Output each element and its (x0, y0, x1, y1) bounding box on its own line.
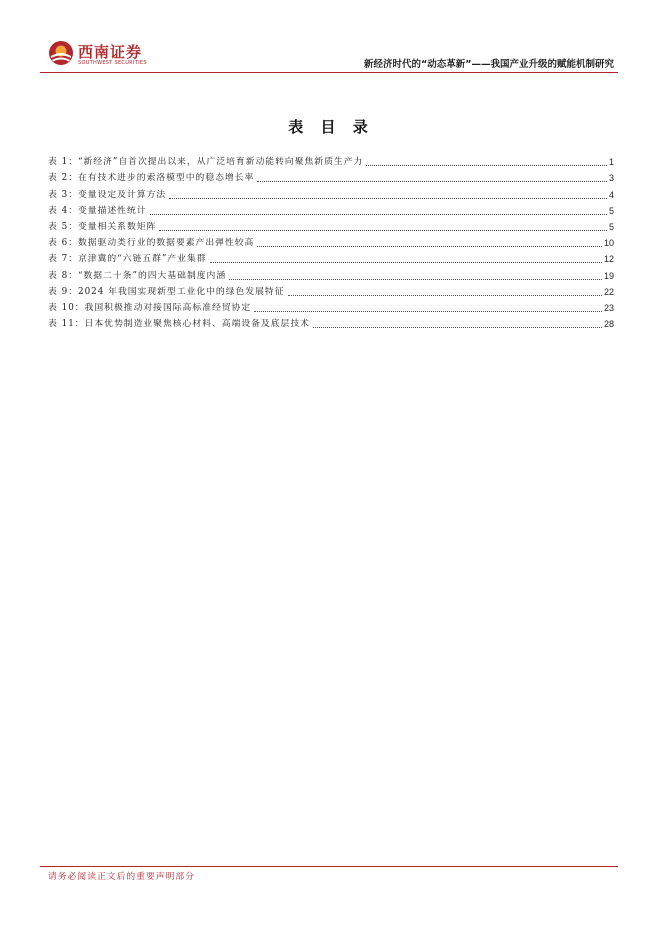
toc-entry-label: 表 9：2024 年我国实现新型工业化中的绿色发展特征 (48, 286, 285, 297)
toc-entry-label: 表 2：在有技术进步的索洛模型中的稳态增长率 (48, 173, 255, 184)
toc-entry-page: 4 (608, 189, 614, 200)
toc-entry-page: 23 (603, 302, 614, 313)
report-title: 新经济时代的“动态革新”——我国产业升级的赋能机制研究 (364, 59, 614, 70)
toc-entry[interactable] (48, 300, 614, 316)
toc-entry-page: 5 (608, 205, 614, 216)
toc-entry-label: 表 8：“数据二十条”的四大基础制度内涵 (48, 270, 227, 281)
toc-entry-label: 表 10：我国积极推动对接国际高标准经贸协定 (48, 302, 252, 313)
toc-leader-dots (229, 278, 602, 280)
toc-entry-page: 12 (603, 254, 614, 265)
toc-entry[interactable] (48, 154, 614, 170)
logo-sun-icon (48, 40, 74, 66)
footer-divider (40, 866, 618, 867)
toc-entry[interactable] (48, 235, 614, 251)
toc-entry-label: 表 1：“新经济”自首次提出以来，从广泛培育新动能转向聚焦新质生产力 (48, 157, 364, 168)
toc-entry-page: 22 (603, 286, 614, 297)
toc-entry[interactable] (48, 203, 614, 219)
toc-leader-dots (313, 326, 602, 328)
toc-leader-dots (169, 197, 607, 199)
toc-entry[interactable] (48, 219, 614, 235)
toc-entry-label: 表 3：变量设定及计算方法 (48, 189, 167, 200)
toc-leader-dots (159, 229, 607, 231)
toc-entry[interactable] (48, 284, 614, 300)
toc-leader-dots (254, 310, 602, 312)
toc-entry[interactable] (48, 316, 614, 332)
toc-leader-dots (257, 180, 607, 182)
toc-leader-dots (150, 213, 607, 215)
page-header (40, 34, 618, 74)
toc-entry-page: 19 (603, 270, 614, 281)
toc-entry[interactable] (48, 170, 614, 186)
toc-entry-page: 28 (603, 319, 614, 330)
toc-entry-page: 3 (608, 173, 614, 184)
toc-leader-dots (210, 261, 602, 263)
toc-entry[interactable] (48, 251, 614, 267)
logo-text: 西南证券 (78, 43, 143, 61)
header-divider (40, 72, 618, 73)
toc-entry-page: 5 (608, 221, 614, 232)
toc-entry[interactable] (48, 186, 614, 202)
table-of-tables (48, 154, 614, 332)
company-logo (48, 40, 178, 72)
toc-leader-dots (288, 294, 602, 296)
toc-entry-label: 表 7：京津冀的“六链五群”产业集群 (48, 254, 207, 265)
toc-heading: 表 目 录 (288, 118, 374, 136)
footer-disclaimer: 请务必阅读正文后的重要声明部分 (48, 872, 195, 882)
toc-entry-label: 表 11：日本优势制造业聚焦核心材料、高端设备及底层技术 (48, 319, 310, 330)
toc-entry-label: 表 4：变量描述性统计 (48, 205, 147, 216)
toc-entry[interactable] (48, 267, 614, 283)
toc-leader-dots (366, 164, 607, 166)
toc-leader-dots (257, 245, 602, 247)
toc-entry-label: 表 6：数据驱动类行业的数据要素产出弹性较高 (48, 238, 255, 249)
toc-entry-page: 1 (608, 157, 614, 168)
logo-subtext: SOUTHWEST SECURITIES (78, 60, 147, 66)
toc-entry-page: 10 (603, 238, 614, 249)
toc-entry-label: 表 5：变量相关系数矩阵 (48, 221, 157, 232)
